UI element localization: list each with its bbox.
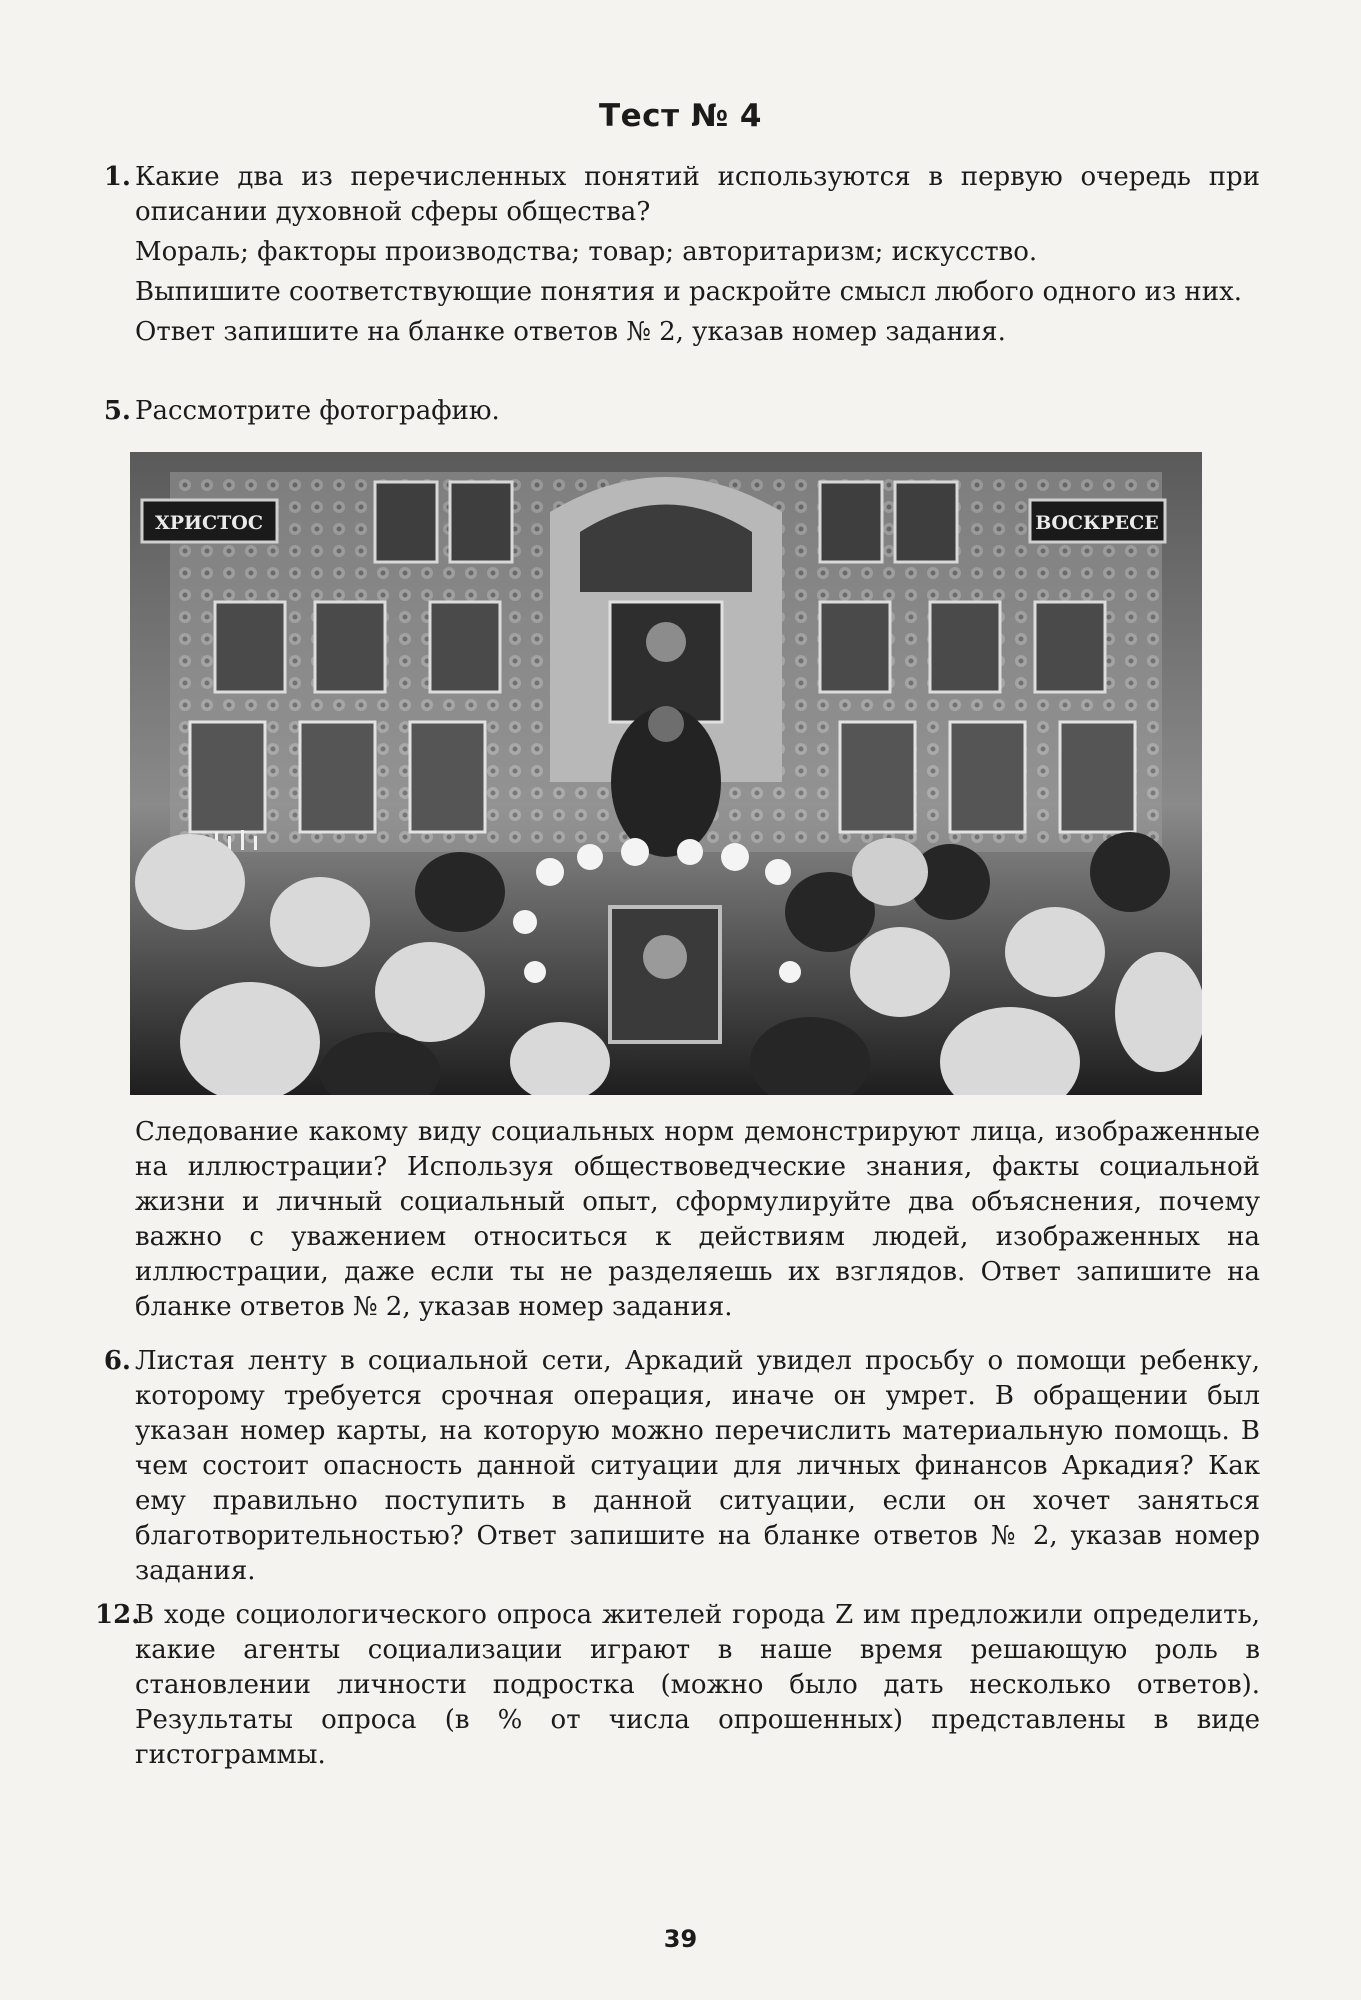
task-body: [135, 1115, 1260, 1325]
task-question: Листая ленту в социальной сети, Аркадий увидел просьбу о помощи ребенку, которому требуется срочная операция, иначе он умрет. В обращении был указан номер карты, на которую можно перечислить материальную помощь. В чем состоит опасность данной ситуации для личных финансов Аркадия? Как ему правильно поступить в данной ситуации, если он хочет заняться благотворительностью? Ответ запишите на бланке ответов № 2, указав номер задания.: [135, 1346, 1260, 1586]
task-answer-note: Ответ запишите на бланке ответов № 2, указав номер задания.: [135, 317, 1006, 347]
task-number: 6.: [103, 1346, 131, 1376]
banner-right-text: ВОСКРЕСЕ: [1035, 512, 1159, 534]
task-5-continued: [95, 1115, 1260, 1325]
task-6: [95, 1344, 1260, 1589]
church-photo: [130, 452, 1202, 1095]
task-question: В ходе социологического опроса жителей города Z им предложили определить, какие агенты социализации играют в наше время решающую роль в становлении личности подростка (можно было дать несколько ответов). Результаты опроса (в % от числа опрошенных) представлены в виде гистограммы.: [135, 1600, 1260, 1770]
task-body: [135, 1344, 1260, 1589]
task-body: [135, 394, 1260, 429]
task-question: Следование какому виду социальных норм демонстрируют лица, изображенные на иллюстрации? Используя обществоведческие знания, факты социальной жизни и личный социальный опыт, сформулируйте два объяснения, почему важно с уважением относиться к действиям людей, изображенных на иллюстрации, даже если ты не разделяешь их взглядов. Ответ запишите на бланке ответов № 2, указав номер задания.: [135, 1117, 1260, 1322]
task-instruction: Выпишите соответствующие понятия и раскройте смысл любого одного из них.: [135, 277, 1242, 307]
task-body: [135, 1598, 1260, 1773]
task-12: [95, 1598, 1260, 1773]
task-question: Какие два из перечисленных понятий используются в первую очередь при описании духовной сферы общества?: [135, 162, 1260, 227]
task-number: 12.: [95, 1600, 141, 1630]
banner-left-text: ХРИСТОС: [155, 512, 263, 534]
task-number: 1.: [103, 162, 131, 192]
task-1: [95, 160, 1260, 350]
task-5: [95, 394, 1260, 429]
task-body: [135, 160, 1260, 350]
task-question: Рассмотрите фотографию.: [135, 396, 500, 426]
task-number: 5.: [103, 396, 131, 426]
page-number: 39: [663, 1925, 698, 1953]
page-title: Тест № 4: [599, 98, 762, 134]
task-options: Мораль; факторы производства; товар; авторитаризм; искусство.: [135, 237, 1038, 267]
